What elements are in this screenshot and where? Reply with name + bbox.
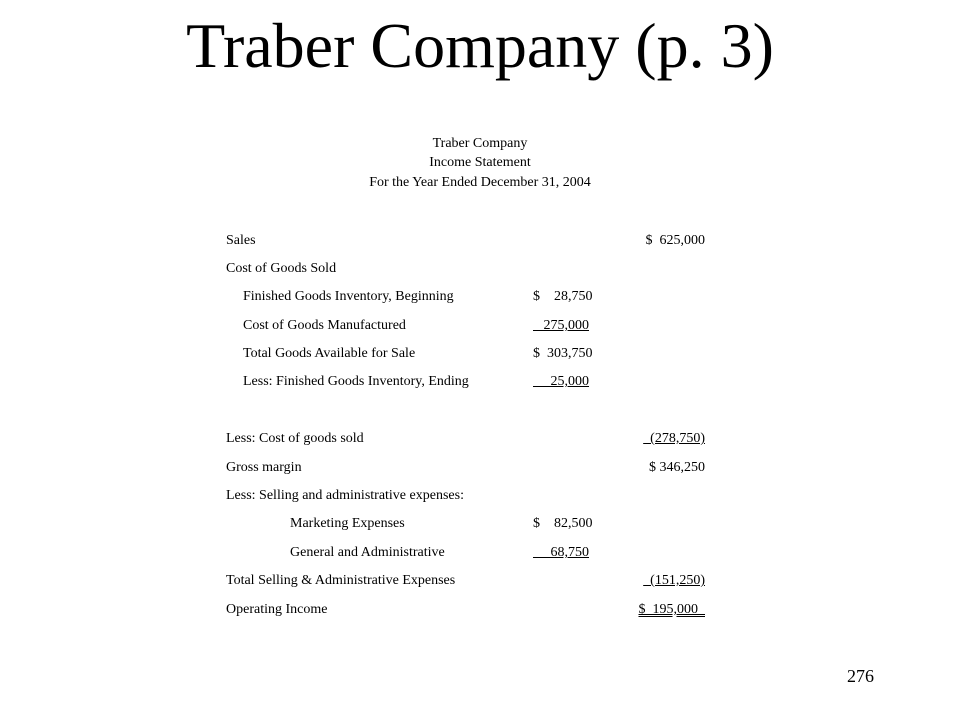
amount-subtotal: $ 28,750 [533, 289, 593, 304]
amount-subtotal: 25,000 [533, 374, 589, 389]
amount-total: $ 195,000 [638, 602, 705, 617]
amount-subtotal: 275,000 [533, 318, 589, 333]
amount-total: $ 346,250 [649, 460, 705, 475]
statement-period: For the Year Ended December 31, 2004 [369, 175, 591, 190]
row-label: Cost of Goods Manufactured [243, 318, 406, 333]
statement-company-name: Traber Company [432, 136, 528, 151]
row-label: Sales [226, 233, 256, 248]
row-label: Less: Selling and administrative expenses: [226, 488, 464, 503]
row-label: Total Selling & Administrative Expenses [226, 573, 456, 588]
slide-title: Traber Company (p. 3) [186, 10, 774, 81]
amount-total: $ 625,000 [645, 233, 705, 248]
amount-subtotal: $ 82,500 [533, 516, 593, 531]
row-label: Finished Goods Inventory, Beginning [243, 289, 454, 304]
row-label: Less: Cost of goods sold [226, 431, 364, 446]
amount-total: (151,250) [643, 573, 705, 588]
row-label: Total Goods Available for Sale [243, 346, 416, 361]
row-label: General and Administrative [290, 545, 445, 560]
amount-subtotal: 68,750 [533, 545, 589, 560]
row-label: Less: Finished Goods Inventory, Ending [243, 374, 469, 389]
row-label: Marketing Expenses [290, 516, 405, 531]
row-label: Operating Income [226, 602, 328, 617]
amount-subtotal: $ 303,750 [533, 346, 593, 361]
page-number: 276 [847, 666, 874, 686]
row-label: Gross margin [226, 460, 302, 475]
row-label: Cost of Goods Sold [226, 261, 337, 276]
statement-type: Income Statement [429, 155, 531, 170]
amount-total: (278,750) [643, 431, 705, 446]
